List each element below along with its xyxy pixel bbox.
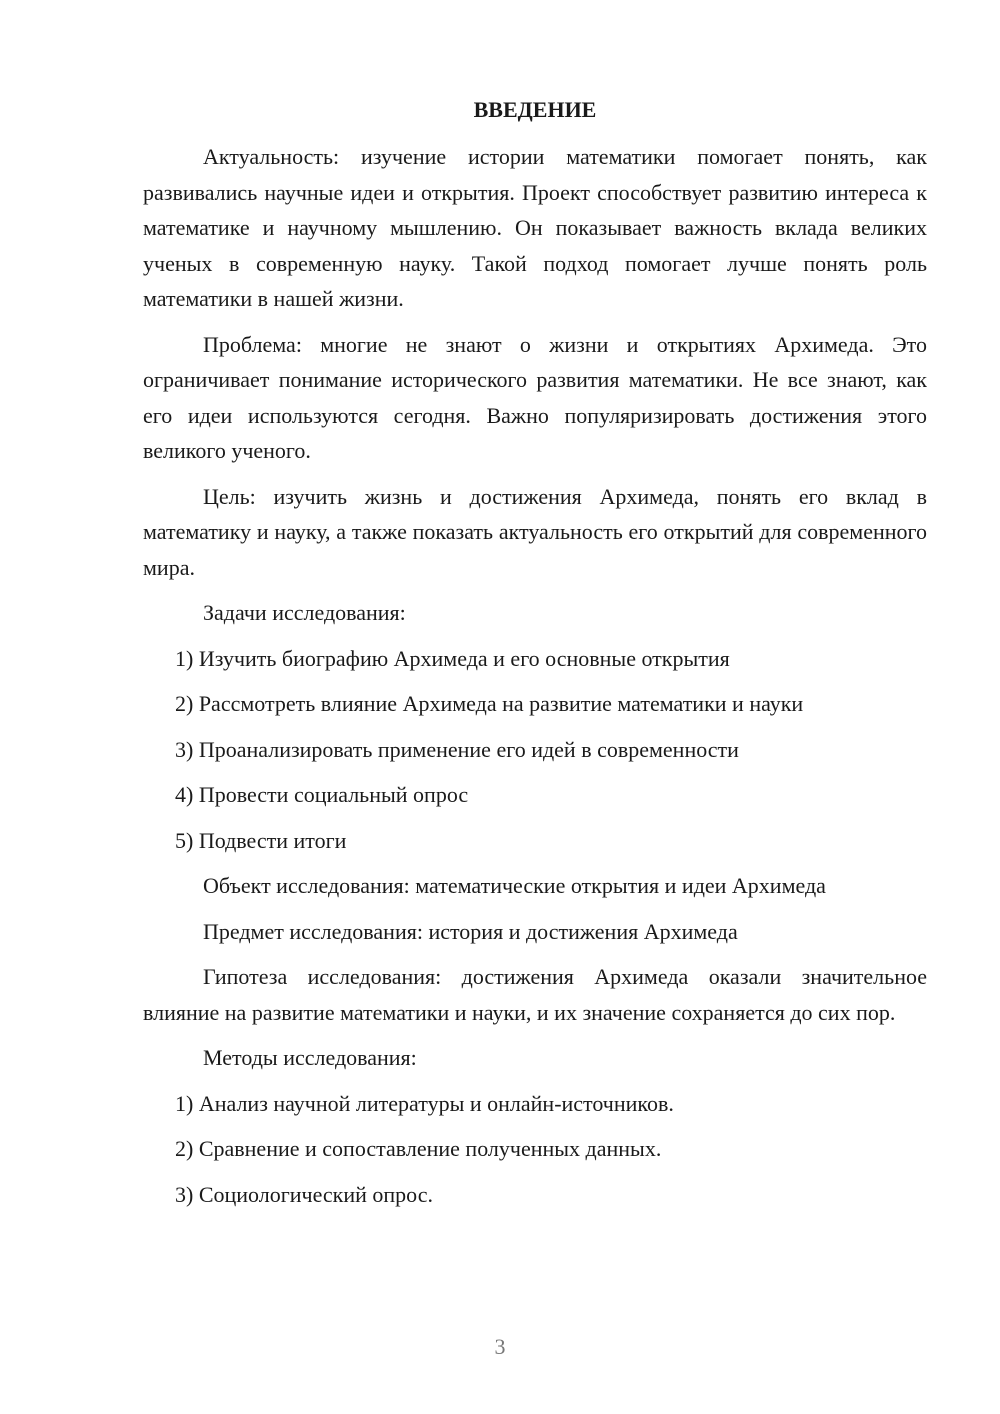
- task-item-5: 5) Подвести итоги: [175, 827, 347, 853]
- methods-heading: Методы исследования:: [203, 1045, 417, 1070]
- method-item-1: 1) Анализ научной литературы и онлайн-источников.: [175, 1090, 674, 1116]
- tasks-heading: Задачи исследования:: [203, 600, 406, 625]
- method-item-2: 2) Сравнение и сопоставление полученных данных.: [175, 1136, 662, 1161]
- relevance-paragraph: Актуальность: изучение истории математики помогает понять, как развивались научные идеи и открытия. Проект способствует развитию интереса к математике и научному мышлению. Он показывает важность вклада великих ученых в современную науку. Такой подход помогает лучше понять роль математики в нашей жизни.: [143, 144, 927, 311]
- hypothesis-paragraph: Гипотеза исследования: достижения Архимеда оказали значительное влияние на развитие математики и науки, и их значение сохраняется до сих пор.: [143, 964, 927, 1025]
- page-number: 3: [494, 1334, 506, 1359]
- task-item-2: 2) Рассмотреть влияние Архимеда на развитие математики и науки: [175, 691, 804, 716]
- document-page: [143, 95, 927, 1222]
- task-item-3: 3) Проанализировать применение его идей в современности: [175, 736, 739, 762]
- goal-paragraph: Цель: изучить жизнь и достижения Архимеда, понять его вклад в математику и науку, а также показать актуальность его открытий для современного мира.: [143, 483, 927, 580]
- research-subject: Предмет исследования: история и достижения Архимеда: [203, 918, 738, 944]
- task-item-1: 1) Изучить биографию Архимеда и его основные открытия: [175, 645, 730, 671]
- task-item-4: 4) Провести социальный опрос: [175, 782, 469, 807]
- page-title: ВВЕДЕНИЕ: [473, 97, 597, 122]
- research-object: Объект исследования: математические открытия и идеи Архимеда: [203, 873, 826, 898]
- problem-paragraph: Проблема: многие не знают о жизни и открытиях Архимеда. Это ограничивает понимание исторического развития математики. Не все знают, как его идеи используются сегодня. Важно популяризировать достижения этого великого ученого.: [143, 331, 927, 463]
- method-item-3: 3) Социологический опрос.: [175, 1181, 433, 1207]
